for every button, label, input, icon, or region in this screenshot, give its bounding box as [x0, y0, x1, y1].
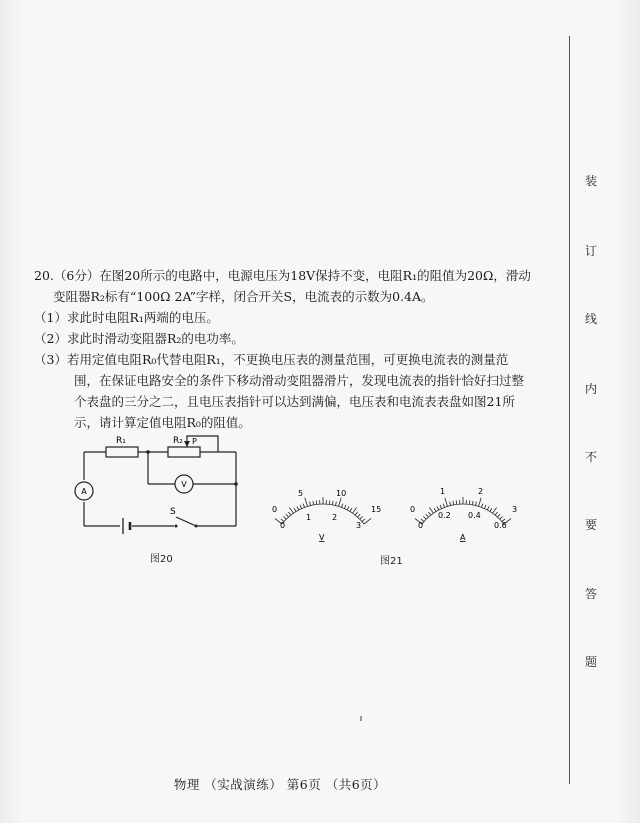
- sub-question-3-line: 围，在保证电路安全的条件下移动滑动变阻器滑片，发现电流表的指针恰好扫过整: [74, 373, 525, 388]
- dial-tick: [288, 512, 291, 515]
- dial-tick: [472, 501, 473, 505]
- dial-tick: [303, 504, 304, 508]
- sub-question-3-line: 个表盘的三分之二，且电压表指针可以达到满偏，电压表和电流表表盘如图21所: [74, 394, 515, 409]
- dial-tick: [453, 501, 454, 505]
- dial-tick: [344, 505, 346, 509]
- binding-line: [569, 36, 570, 784]
- r1-label: R₁: [116, 436, 126, 446]
- dial-tick: [482, 504, 483, 508]
- dial-unit: V: [319, 533, 325, 542]
- dial-inner-label: 3: [356, 521, 362, 530]
- dial-outer-label: 3: [512, 505, 518, 514]
- resistor-r2: [168, 447, 200, 457]
- dial-tick: [297, 506, 299, 510]
- binding-char: 答: [584, 587, 597, 601]
- dial-tick: [283, 516, 286, 519]
- page-footer: 物理 （实战演练） 第6页 （共6页）: [173, 777, 387, 792]
- dial-tick: [429, 508, 433, 514]
- binding-char: 题: [584, 655, 597, 669]
- dial-tick: [479, 498, 482, 507]
- dial-outer-label: 0: [410, 505, 416, 514]
- dial-tick: [286, 514, 289, 517]
- sub-question-3: （3）若用定值电阻R₀代替电阻R₁，不更换电压表的测量范围，可更换电流表的测量范: [34, 352, 509, 367]
- r2-label: R₂: [173, 436, 183, 446]
- dial-tick: [426, 514, 429, 517]
- dial-tick: [423, 516, 426, 519]
- figure-21-caption: 图21: [380, 556, 403, 567]
- dial-tick: [305, 498, 308, 507]
- dial-tick: [495, 512, 498, 515]
- binding-char: 要: [584, 518, 597, 532]
- dial-tick: [469, 500, 470, 504]
- figure-20-caption: 图20: [150, 554, 173, 565]
- binding-char: 订: [584, 244, 597, 258]
- dial-tick: [476, 502, 477, 506]
- dial-inner-label: 0.4: [468, 511, 481, 520]
- dial-tick: [289, 508, 293, 514]
- dial-tick: [316, 500, 317, 504]
- binding-char: 不: [584, 450, 597, 464]
- circuit-diagram: [70, 428, 248, 548]
- dial-tick: [500, 516, 503, 519]
- dial-tick: [445, 498, 448, 507]
- dial-tick: [353, 508, 357, 514]
- dial-outer-label: 15: [371, 505, 382, 514]
- dial-outer-label: 1: [440, 487, 446, 496]
- dial-tick: [313, 501, 314, 505]
- dial-tick: [342, 504, 343, 508]
- dial-outer-label: 5: [298, 489, 304, 498]
- dial-tick: [339, 498, 342, 507]
- dial-tick: [294, 508, 296, 511]
- dial-inner-label: 1: [306, 513, 312, 522]
- dial-outer-label: 10: [336, 489, 347, 498]
- dial-outer-label: 2: [478, 487, 484, 496]
- dial-tick: [437, 506, 439, 510]
- voltmeter-dial: [258, 478, 388, 546]
- switch-label: S: [170, 507, 176, 517]
- voltmeter-label: V: [181, 480, 187, 489]
- ammeter-label: A: [81, 487, 87, 496]
- dial-tick: [355, 512, 358, 515]
- question-stem-line: 20.（6分）在图20所示的电路中，电源电压为18V保持不变，电阻R₁的阻值为20Ω，滑动: [34, 268, 531, 283]
- question-20: [34, 265, 554, 433]
- dial-tick: [310, 502, 311, 506]
- dial-tick: [490, 508, 492, 511]
- dial-tick: [332, 501, 333, 505]
- dial-tick: [336, 502, 337, 506]
- dial-tick: [360, 516, 363, 519]
- sub-question-1: （1）求此时电阻R₁两端的电压。: [34, 310, 219, 325]
- dial-tick: [450, 502, 451, 506]
- dial-unit: A: [460, 533, 466, 542]
- dial-tick: [498, 514, 501, 517]
- dial-tick: [434, 508, 436, 511]
- ammeter-dial: [398, 478, 528, 546]
- dial-inner-label: 0: [280, 521, 286, 530]
- dial-tick: [350, 508, 352, 511]
- sub-question-2: （2）求此时滑动变阻器R₂的电功率。: [34, 331, 244, 346]
- dial-inner-label: 0.6: [494, 521, 507, 530]
- dial-tick: [456, 500, 457, 504]
- dial-inner-label: 0: [418, 521, 424, 530]
- dial-tick: [493, 508, 497, 514]
- binding-char: 内: [584, 382, 597, 396]
- dial-arc: [282, 504, 364, 524]
- dial-inner-label: 0.2: [438, 511, 451, 520]
- dial-tick: [347, 506, 349, 510]
- dial-tick: [440, 505, 442, 509]
- dial-outer-label: 0: [272, 505, 278, 514]
- scan-mark: [360, 716, 362, 721]
- dial-tick: [484, 505, 486, 509]
- binding-char: 线: [584, 312, 597, 326]
- binding-char: 装: [584, 174, 597, 188]
- sub-question-3-line: 示，请计算定值电阻R₀的阻值。: [74, 415, 251, 430]
- dial-tick: [329, 500, 330, 504]
- question-stem-line: 变阻器R₂标有“100Ω 2A”字样，闭合开关S，电流表的示数为0.4A。: [53, 289, 434, 304]
- dial-arc: [422, 504, 504, 524]
- dial-tick: [362, 519, 365, 522]
- dial-tick: [358, 514, 361, 517]
- dial-tick: [428, 512, 431, 515]
- switch-s: [176, 517, 196, 526]
- dial-inner-label: 2: [332, 513, 338, 522]
- slider-label: P: [192, 437, 197, 446]
- resistor-r1: [106, 447, 138, 457]
- dial-tick: [487, 506, 489, 510]
- dial-tick: [443, 504, 444, 508]
- dial-tick: [300, 505, 302, 509]
